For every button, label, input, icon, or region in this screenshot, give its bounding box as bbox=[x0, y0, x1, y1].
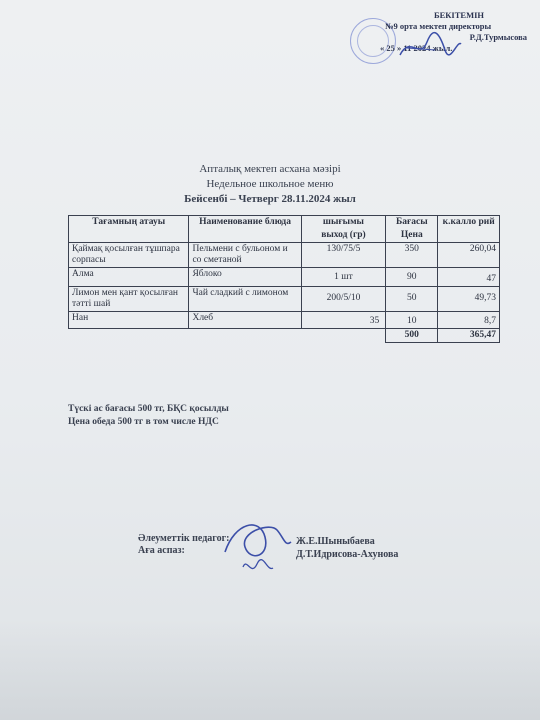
dish-ru: Пельмени с бульоном и со сметаной bbox=[189, 243, 301, 268]
menu-title-ru: Недельное школьное меню bbox=[206, 178, 334, 190]
table-total-row bbox=[69, 329, 500, 343]
header-yield-kz: шығымы bbox=[301, 216, 386, 230]
signature-name-1: Ж.Е.Шыныбаева bbox=[296, 536, 375, 547]
signature-name-2: Д.Т.Идрисова-Ахунова bbox=[296, 549, 399, 560]
signature-role-social-pedagogue: Әлеуметтік педагог: bbox=[138, 533, 230, 544]
dish-yield: 200/5/10 bbox=[301, 287, 386, 312]
menu-title-kz: Апталық мектеп асхана мәзірі bbox=[199, 163, 341, 175]
dish-ru: Хлеб bbox=[189, 312, 301, 329]
dish-kz: Нан bbox=[69, 312, 189, 329]
dish-price: 350 bbox=[386, 243, 438, 268]
dish-kcal: 260,04 bbox=[438, 243, 500, 268]
dish-ru: Чай сладкий с лимоном bbox=[189, 287, 301, 312]
approval-director-name: Р.Д.Турмысова bbox=[469, 32, 527, 42]
dish-kz: Қаймақ қосылған тұшпара сорпасы bbox=[69, 243, 189, 268]
approval-position: №9 орта мектеп директоры bbox=[385, 21, 492, 31]
header-yield-ru: выход (гр) bbox=[301, 229, 386, 243]
total-kcal: 365,47 bbox=[438, 329, 500, 343]
dish-yield: 35 bbox=[301, 312, 386, 329]
dish-yield: 1 шт bbox=[301, 268, 386, 287]
table-row bbox=[69, 268, 500, 287]
footer-note-kz: Түскі ас бағасы 500 тг, БҚС қосылды bbox=[68, 404, 229, 414]
table-row bbox=[69, 312, 500, 329]
header-dish-kz: Тағамның атауы bbox=[69, 216, 189, 243]
menu-table bbox=[68, 215, 500, 343]
menu-date: Бейсенбі – Четверг 28.11.2024 жыл bbox=[184, 193, 356, 205]
dish-kz: Алма bbox=[69, 268, 189, 287]
approval-date: « 25 » 11 2024 жыл. bbox=[380, 43, 453, 53]
header-dish-ru: Наименование блюда bbox=[189, 216, 301, 243]
dish-price: 90 bbox=[386, 268, 438, 287]
director-signature bbox=[395, 30, 465, 65]
dish-kcal: 49,73 bbox=[438, 287, 500, 312]
signature-role-chief-cook: Аға аспаз: bbox=[138, 545, 185, 556]
dish-price: 10 bbox=[386, 312, 438, 329]
dish-ru: Яблоко bbox=[189, 268, 301, 287]
header-price-kz: Бағасы bbox=[386, 216, 438, 230]
page-shadow bbox=[0, 620, 540, 720]
dish-kz: Лимон мен қант қосылған тәтті шай bbox=[69, 287, 189, 312]
header-kcal: к.калло рий bbox=[438, 216, 500, 243]
dish-yield: 130/75/5 bbox=[301, 243, 386, 268]
total-price: 500 bbox=[386, 329, 438, 343]
table-header-row bbox=[69, 216, 500, 230]
table-row bbox=[69, 243, 500, 268]
dish-kcal: 8,7 bbox=[438, 312, 500, 329]
footer-note-ru: Цена обеда 500 тг в том числе НДС bbox=[68, 417, 219, 427]
handwritten-signature bbox=[215, 512, 295, 582]
dish-kcal: 47 bbox=[438, 268, 500, 287]
header-price-ru: Цена bbox=[386, 229, 438, 243]
table-row bbox=[69, 287, 500, 312]
approval-heading: БЕКІТЕМІН bbox=[433, 10, 485, 20]
dish-price: 50 bbox=[386, 287, 438, 312]
